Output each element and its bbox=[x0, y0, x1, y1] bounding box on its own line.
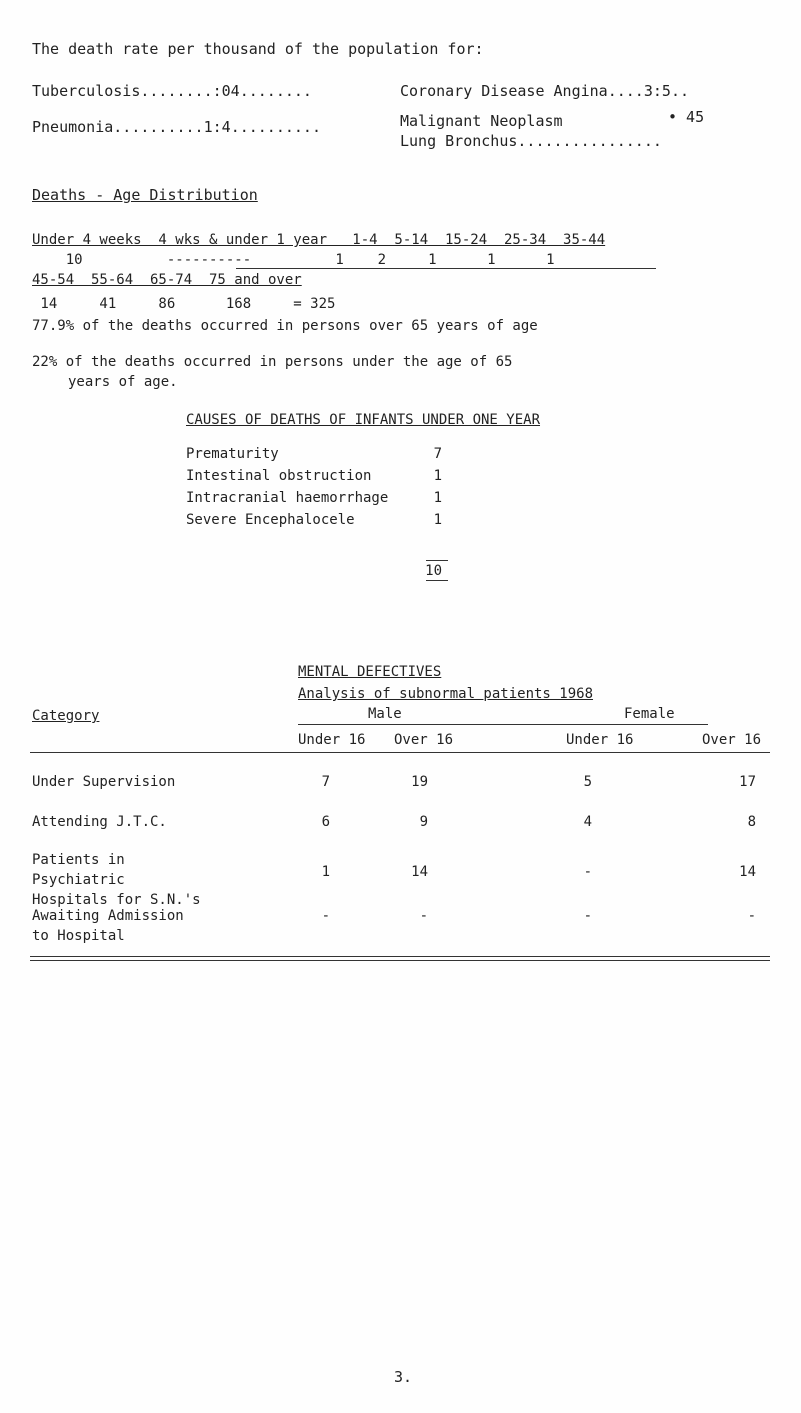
table-divider bbox=[30, 956, 770, 957]
infant-causes-title: CAUSES OF DEATHS OF INFANTS UNDER ONE YEAR bbox=[186, 412, 541, 428]
female-header: Female bbox=[624, 706, 675, 722]
col-female-under16: Under 16 bbox=[566, 732, 634, 748]
tuberculosis-label: Tuberculosis bbox=[32, 82, 141, 100]
coronary-value: 3:5 bbox=[643, 82, 671, 100]
dots: ........ bbox=[239, 82, 312, 100]
divider bbox=[426, 580, 448, 581]
category-label: Awaiting Admission bbox=[32, 908, 184, 924]
mental-title: MENTAL DEFECTIVES bbox=[298, 664, 442, 680]
infant-cause-label: Severe Encephalocele bbox=[186, 512, 355, 528]
page-number: 3. bbox=[394, 1368, 413, 1386]
table-cell: 1 bbox=[321, 864, 330, 880]
divider bbox=[298, 724, 708, 725]
category-label: Patients in bbox=[32, 852, 125, 868]
table-cell: 14 bbox=[411, 864, 428, 880]
under65-statement-cont: years of age. bbox=[68, 374, 178, 390]
dots: .......... bbox=[113, 118, 204, 136]
mental-subtitle: Analysis of subnormal patients 1968 bbox=[298, 686, 594, 702]
col-female-over16: Over 16 bbox=[702, 732, 762, 748]
divider bbox=[236, 268, 656, 269]
tuberculosis-line bbox=[32, 82, 312, 100]
category-label: Attending J.T.C. bbox=[32, 814, 167, 830]
coronary-line bbox=[400, 82, 689, 100]
table-cell: 19 bbox=[411, 774, 428, 790]
category-label: Psychiatric bbox=[32, 872, 125, 888]
age-distribution-title: Deaths - Age Distribution bbox=[32, 186, 258, 204]
infant-cause-count: 1 bbox=[433, 512, 442, 528]
category-label: Under Supervision bbox=[32, 774, 176, 790]
infant-cause-label: Prematurity bbox=[186, 446, 279, 462]
table-cell: 4 bbox=[583, 814, 592, 830]
category-label: Hospitals for S.N.'s bbox=[32, 892, 201, 908]
coronary-label: Coronary Disease Angina bbox=[400, 82, 608, 100]
tuberculosis-value: :04 bbox=[212, 82, 240, 100]
table-cell: 9 bbox=[419, 814, 428, 830]
over65-statement: 77.9% of the deaths occurred in persons over 65 years of age bbox=[32, 318, 538, 334]
category-label: to Hospital bbox=[32, 928, 125, 944]
table-cell: - bbox=[747, 908, 756, 924]
table-cell: 17 bbox=[739, 774, 756, 790]
lung-line bbox=[400, 132, 662, 150]
table-cell: 14 bbox=[739, 864, 756, 880]
infant-cause-label: Intracranial haemorrhage bbox=[186, 490, 389, 506]
table-cell: 6 bbox=[321, 814, 330, 830]
divider bbox=[426, 560, 448, 561]
infant-cause-count: 1 bbox=[433, 468, 442, 484]
age-header-row1: Under 4 weeks 4 wks & under 1 year 1-4 5-14 15-24 25-34 35-44 bbox=[32, 232, 606, 248]
table-cell: - bbox=[321, 908, 330, 924]
under65-statement: 22% of the deaths occurred in persons under the age of 65 bbox=[32, 354, 513, 370]
pneumonia-line bbox=[32, 118, 321, 136]
col-male-under16: Under 16 bbox=[298, 732, 366, 748]
age-header-row2: 45-54 55-64 65-74 75 and over bbox=[32, 272, 302, 288]
male-header: Male bbox=[368, 706, 402, 722]
death-rate-heading: The death rate per thousand of the population for: bbox=[32, 40, 484, 58]
col-male-over16: Over 16 bbox=[394, 732, 454, 748]
table-cell: - bbox=[583, 908, 592, 924]
lung-label: Lung Bronchus bbox=[400, 132, 518, 150]
dots: ................ bbox=[517, 132, 662, 150]
table-cell: - bbox=[583, 864, 592, 880]
malignant-value: • 45 bbox=[668, 108, 705, 126]
dots: ........ bbox=[140, 82, 213, 100]
pneumonia-value: 1:4 bbox=[203, 118, 231, 136]
infant-cause-label: Intestinal obstruction bbox=[186, 468, 372, 484]
pneumonia-label: Pneumonia bbox=[32, 118, 114, 136]
table-divider bbox=[30, 960, 770, 961]
table-cell: 5 bbox=[583, 774, 592, 790]
infant-cause-count: 1 bbox=[433, 490, 442, 506]
infant-total: 10 bbox=[425, 563, 442, 579]
table-cell: - bbox=[419, 908, 428, 924]
age-values-row1: 10 ---------- 1 2 1 1 1 bbox=[32, 252, 555, 268]
table-cell: 7 bbox=[321, 774, 330, 790]
dots: .......... bbox=[230, 118, 321, 136]
infant-cause-count: 7 bbox=[433, 446, 442, 462]
table-divider bbox=[30, 752, 770, 753]
age-values-row2: 14 41 86 168 = 325 bbox=[32, 296, 336, 312]
table-cell: 8 bbox=[747, 814, 756, 830]
malignant-label: Malignant Neoplasm bbox=[400, 112, 563, 130]
dots: .. bbox=[670, 82, 689, 100]
category-header: Category bbox=[32, 708, 100, 724]
dots: .... bbox=[607, 82, 644, 100]
